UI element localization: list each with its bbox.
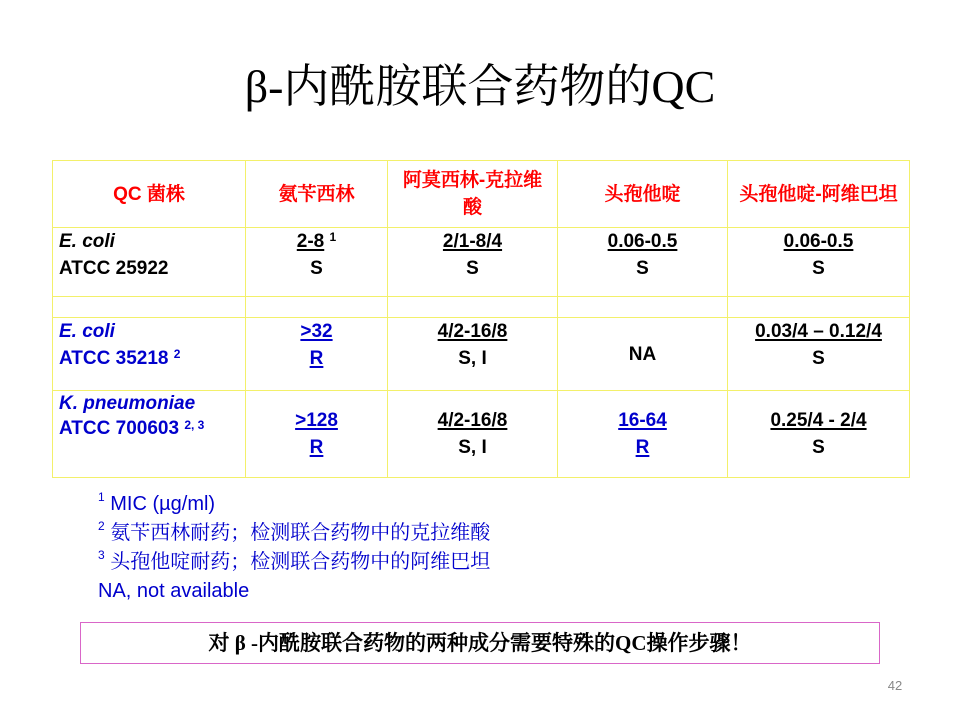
mic-value: 2-8 xyxy=(296,231,325,252)
strain-name: E. coli xyxy=(59,231,115,252)
mic-value: 4/2-16/8 xyxy=(437,321,508,342)
mic-value: >128 xyxy=(295,410,338,431)
interpretation: S, I xyxy=(458,348,487,369)
slide-title: β-内酰胺联合药物的QC xyxy=(244,61,716,112)
footnote xyxy=(98,519,698,548)
footnote-marker: 1 xyxy=(98,490,105,504)
header-amoxicillin-clavulanate: 阿莫西林-克拉维酸 xyxy=(388,161,558,228)
footnote-marker: 3 xyxy=(98,548,105,562)
mic-value: >32 xyxy=(300,321,333,342)
mic-value: 0.06-0.5 xyxy=(607,231,678,252)
footnote-marker: 2 xyxy=(98,519,105,533)
footnote-text: 头孢他啶耐药；检测联合药物中的阿维巴坦 xyxy=(110,551,491,573)
header-ceftazidime: 头孢他啶 xyxy=(558,161,728,228)
header-ampicillin: 氨苄西林 xyxy=(246,161,388,228)
footnote-text: 氨苄西林耐药；检测联合药物中的克拉维酸 xyxy=(110,522,491,544)
interpretation: S xyxy=(812,348,825,369)
strain-id: ATCC 700603 xyxy=(59,418,180,439)
interpretation: S xyxy=(812,437,825,458)
strain-id: ATCC 25922 xyxy=(59,258,169,279)
strain-cell xyxy=(53,318,246,391)
interpretation: S xyxy=(636,258,649,279)
footnote-text: NA, not available xyxy=(98,580,250,602)
mic-cell xyxy=(558,391,728,478)
interpretation: R xyxy=(635,437,650,458)
mic-cell xyxy=(246,391,388,478)
mic-cell xyxy=(246,228,388,297)
table-spacer-row xyxy=(53,297,910,318)
footnote xyxy=(98,577,698,606)
mic-value: 0.06-0.5 xyxy=(783,231,854,252)
mic-cell xyxy=(388,391,558,478)
mic-cell xyxy=(558,318,728,391)
table-header-row xyxy=(53,161,910,228)
footnote-ref: 1 xyxy=(329,230,337,244)
footnote-ref: 2, 3 xyxy=(184,418,205,432)
footnote-text: MIC (µg/ml) xyxy=(110,493,216,515)
interpretation: R xyxy=(309,348,324,369)
mic-value: NA xyxy=(628,343,657,365)
page-number: 42 xyxy=(887,678,903,693)
interpretation: S, I xyxy=(458,437,487,458)
header-qc-strain: QC 菌株 xyxy=(53,161,246,228)
mic-cell xyxy=(728,391,910,478)
mic-cell xyxy=(728,318,910,391)
strain-cell xyxy=(53,391,246,478)
table-row xyxy=(53,391,910,478)
callout-box: 对 β -内酰胺联合药物的两种成分需要特殊的QC操作步骤！ xyxy=(80,622,880,664)
mic-value: 4/2-16/8 xyxy=(437,410,508,431)
mic-cell xyxy=(558,228,728,297)
mic-value: 2/1-8/4 xyxy=(442,231,503,252)
mic-cell xyxy=(728,228,910,297)
mic-value: 16-64 xyxy=(618,410,667,431)
footnote xyxy=(98,548,698,577)
strain-id: ATCC 35218 xyxy=(59,348,169,369)
interpretation: S xyxy=(812,258,825,279)
interpretation: R xyxy=(309,437,324,458)
mic-value: 0.03/4 – 0.12/4 xyxy=(755,321,882,342)
table-row xyxy=(53,228,910,297)
footnote xyxy=(98,490,698,519)
strain-cell xyxy=(53,228,246,297)
footnote-ref: 2 xyxy=(173,347,181,361)
qc-table xyxy=(52,160,910,478)
strain-name: E. coli xyxy=(59,321,115,342)
mic-cell xyxy=(388,228,558,297)
mic-cell xyxy=(388,318,558,391)
interpretation: S xyxy=(310,258,323,279)
mic-cell xyxy=(246,318,388,391)
footnotes xyxy=(98,490,698,606)
mic-value: 0.25/4 - 2/4 xyxy=(770,410,867,431)
strain-name: K. pneumoniae xyxy=(59,393,196,414)
header-ceftazidime-avibactam: 头孢他啶-阿维巴坦 xyxy=(728,161,910,228)
table-row xyxy=(53,318,910,391)
interpretation: S xyxy=(466,258,479,279)
